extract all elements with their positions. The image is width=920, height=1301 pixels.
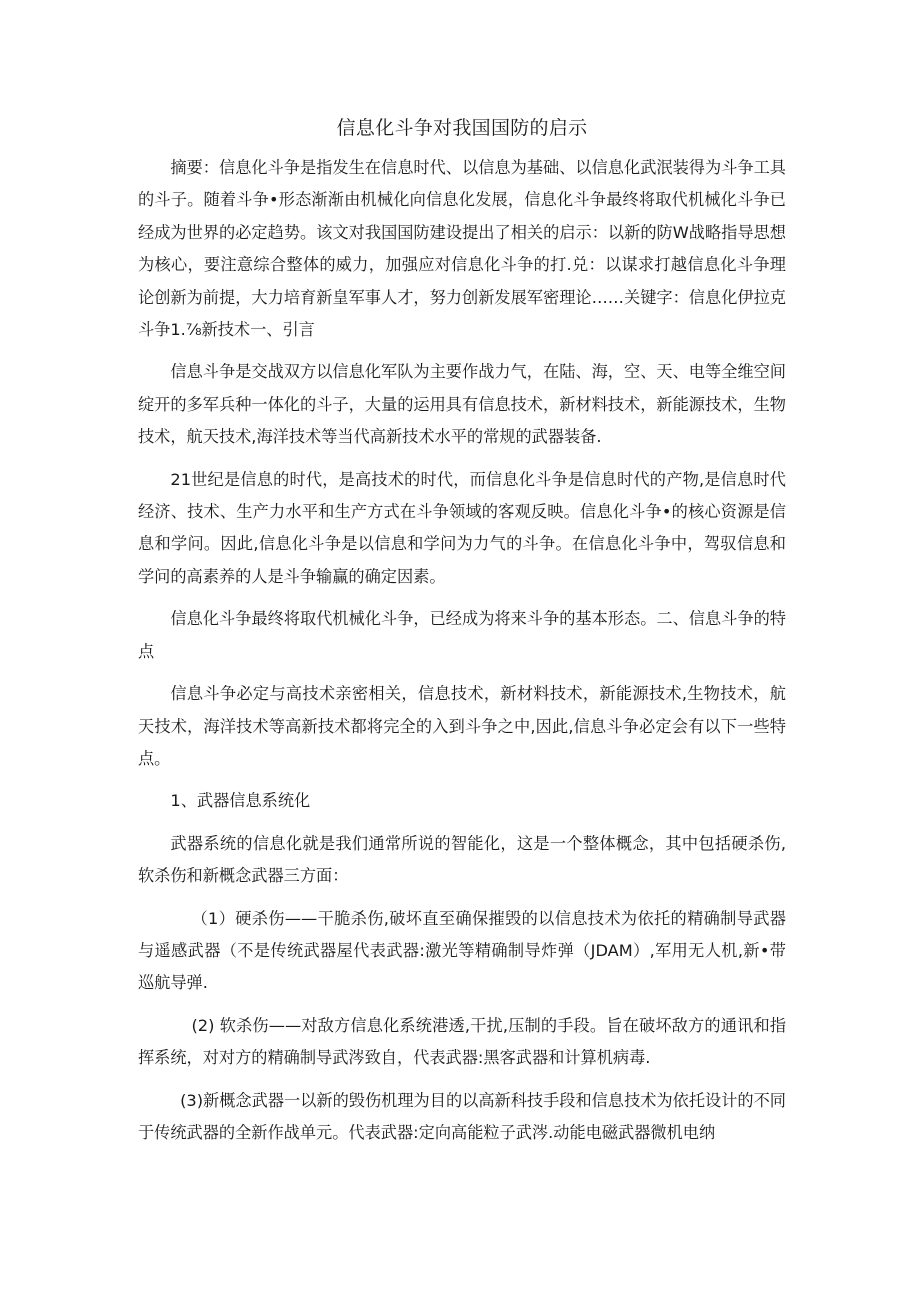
abstract-paragraph: 摘要：信息化斗争是指发生在信息时代、以信息为基础、以信息化武泯装得为斗争工具的斗子。随着斗争•形态渐渐由机械化向信息化发展，信息化斗争最终将取代机械化斗争已经成为世界的必定趋势。该文对我国国防建设提出了相关的启示：以新的防W战略指导思想为核心，要注意综合整体的威力，加强应对信息化斗争的打.兑：以谋求打越信息化斗争理论创新为前提，大力培育新皇军事人才，努力创新发展军密理论……关键字：信息化伊拉克斗争1.⅞新技术一、引言 [138, 158, 786, 340]
list-item-paragraph: （1）硬杀伤——干脆杀伤,破坏直至确保摧毁的以信息技术为依托的精确制导武器与遥感武器（不是传统武器屋代表武器:激光等精确制导炸弹（JDAM）,军用无人机,新•带巡航导弹. [138, 908, 786, 993]
body-paragraph: 信息斗争必定与高技术亲密相关，信息技术，新材料技术，新能源技术,生物技术，航天技术，海洋技术等高新技术都将完全的入到斗争之中,因此,信息斗争必定会有以下一些特点。 [138, 684, 786, 768]
section-heading: 1、武器信息系统化 [170, 791, 311, 811]
body-paragraph: 信息斗争是交战双方以信息化军队为主要作战力气，在陆、海，空、天、电等全维空间绽开的多军兵种一体化的斗子，大量的运用具有信息技术，新材料技术，新能源技术，生物技术，航天技术,海洋技术等当代高新技术水平的常规的武器装备. [138, 362, 786, 447]
document-title: 信息化斗争对我国国防的启示 [336, 117, 588, 139]
document-page [138, 0, 786, 1301]
list-item-paragraph: (2) 软杀伤——对敌方信息化系统港透,干扰,压制的手段。旨在破坏敌方的通讯和指挥系统，对对方的精确制导武涔致自，代表武器:黑客武器和计算机病毒. [138, 1015, 786, 1068]
body-paragraph: 信息化斗争最终将取代机械化斗争，已经成为将来斗争的基本形态。二、信息斗争的特点 [138, 609, 786, 661]
body-paragraph: 武器系统的信息化就是我们通常所说的智能化，这是一个整体概念，其中包括硬杀伤,软杀伤和新概念武器三方面： [138, 833, 786, 886]
list-item-paragraph: (3)新概念武器一以新的毁伤机理为目的以高新科技手段和信息技术为依托设计的不同于传统武器的全新作战单元。代表武器:定向高能粒子武涔.动能电磁武器微机电纳 [138, 1090, 786, 1142]
document-body [138, 152, 786, 1149]
body-paragraph: 21世纪是信息的时代，是高技术的时代，而信息化斗争是信息时代的产物,是信息时代经济、技术、生产力水平和生产方式在斗争领域的客观反映。信息化斗争•的核心资源是信息和学问。因此,信息化斗争是以信息和学问为力气的斗争。在信息化斗争中，驾驭信息和学问的高素养的人是斗争输赢的确定因素。 [138, 469, 786, 586]
